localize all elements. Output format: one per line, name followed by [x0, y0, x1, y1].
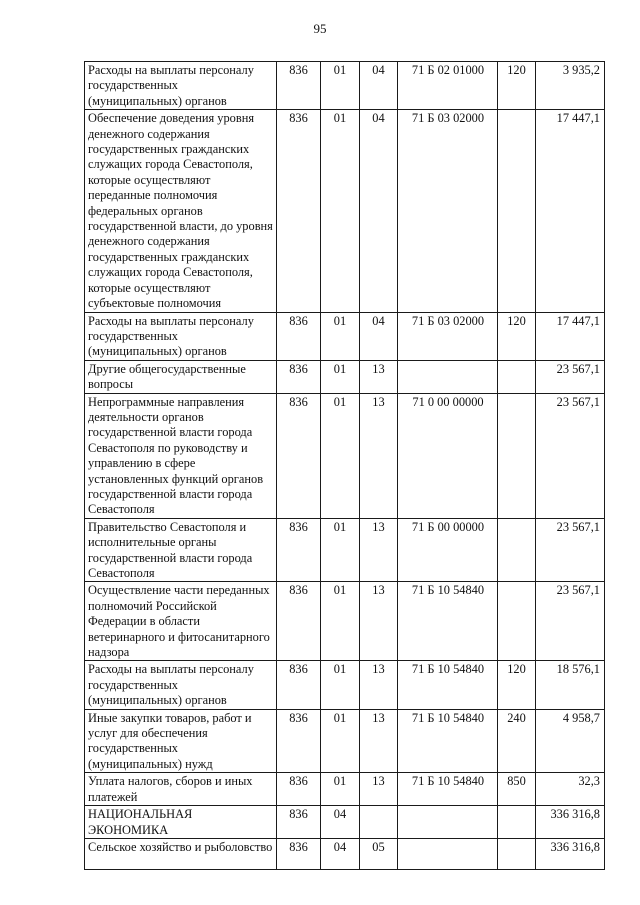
expense-type-cell [498, 110, 536, 312]
target-item-cell [398, 806, 498, 839]
target-item-cell: 71 Б 02 01000 [398, 62, 498, 110]
budget-table-body [85, 62, 605, 870]
item-name-cell: Уплата налогов, сборов и иных платежей [85, 773, 277, 806]
amount-cell: 23 567,1 [536, 518, 605, 582]
target-item-cell: 71 Б 10 54840 [398, 582, 498, 661]
expense-type-cell [498, 582, 536, 661]
amount-cell: 23 567,1 [536, 393, 605, 518]
table-row [85, 806, 605, 839]
budget-table [84, 61, 605, 870]
expense-type-cell [498, 518, 536, 582]
subsection-code-cell: 13 [360, 393, 398, 518]
subsection-code-cell: 04 [360, 62, 398, 110]
amount-cell: 4 958,7 [536, 709, 605, 773]
grbs-code-cell: 836 [277, 360, 321, 393]
page-number: 95 [313, 21, 327, 36]
amount-cell: 23 567,1 [536, 582, 605, 661]
amount-cell: 18 576,1 [536, 661, 605, 709]
section-code-cell: 01 [321, 709, 360, 773]
target-item-cell: 71 0 00 00000 [398, 393, 498, 518]
table-row [85, 709, 605, 773]
grbs-code-cell: 836 [277, 709, 321, 773]
grbs-code-cell: 836 [277, 110, 321, 312]
expense-type-cell: 120 [498, 661, 536, 709]
grbs-code-cell: 836 [277, 393, 321, 518]
target-item-cell: 71 Б 10 54840 [398, 661, 498, 709]
section-code-cell: 01 [321, 661, 360, 709]
subsection-code-cell: 13 [360, 582, 398, 661]
subsection-code-cell: 13 [360, 518, 398, 582]
item-name-cell: Сельское хозяйство и рыболовство [85, 838, 277, 869]
grbs-code-cell: 836 [277, 62, 321, 110]
grbs-code-cell: 836 [277, 661, 321, 709]
target-item-cell: 71 Б 10 54840 [398, 709, 498, 773]
amount-cell: 17 447,1 [536, 312, 605, 360]
table-row [85, 518, 605, 582]
table-row [85, 62, 605, 110]
section-code-cell: 01 [321, 582, 360, 661]
amount-cell: 336 316,8 [536, 838, 605, 869]
section-code-cell: 04 [321, 806, 360, 839]
table-row [85, 393, 605, 518]
expense-type-cell: 120 [498, 312, 536, 360]
section-code-cell: 01 [321, 360, 360, 393]
target-item-cell: 71 Б 03 02000 [398, 110, 498, 312]
amount-cell: 3 935,2 [536, 62, 605, 110]
item-name-cell: Иные закупки товаров, работ и услуг для обеспечения государственных (муниципальных) нужд [85, 709, 277, 773]
item-name-cell: НАЦИОНАЛЬНАЯ ЭКОНОМИКА [85, 806, 277, 839]
table-row [85, 312, 605, 360]
subsection-code-cell: 13 [360, 661, 398, 709]
amount-cell: 23 567,1 [536, 360, 605, 393]
subsection-code-cell: 13 [360, 709, 398, 773]
section-code-cell: 01 [321, 393, 360, 518]
expense-type-cell [498, 360, 536, 393]
expense-type-cell [498, 806, 536, 839]
expense-type-cell [498, 838, 536, 869]
table-row [85, 661, 605, 709]
item-name-cell: Другие общегосударственные вопросы [85, 360, 277, 393]
expense-type-cell [498, 393, 536, 518]
subsection-code-cell: 05 [360, 838, 398, 869]
section-code-cell: 01 [321, 773, 360, 806]
section-code-cell: 01 [321, 518, 360, 582]
subsection-code-cell: 13 [360, 360, 398, 393]
subsection-code-cell: 13 [360, 773, 398, 806]
section-code-cell: 01 [321, 62, 360, 110]
amount-cell: 32,3 [536, 773, 605, 806]
target-item-cell: 71 Б 03 02000 [398, 312, 498, 360]
grbs-code-cell: 836 [277, 838, 321, 869]
item-name-cell: Правительство Севастополя и исполнительные органы государственной власти города Севастополя [85, 518, 277, 582]
item-name-cell: Расходы на выплаты персоналу государственных (муниципальных) органов [85, 312, 277, 360]
grbs-code-cell: 836 [277, 773, 321, 806]
table-row [85, 582, 605, 661]
item-name-cell: Непрограммные направления деятельности органов государственной власти города Севастополя по руководству и управлению в сфере установленных функций органов государственной власти города Севастополя [85, 393, 277, 518]
item-name-cell: Расходы на выплаты персоналу государственных (муниципальных) органов [85, 62, 277, 110]
grbs-code-cell: 836 [277, 806, 321, 839]
table-row [85, 110, 605, 312]
section-code-cell: 01 [321, 110, 360, 312]
subsection-code-cell [360, 806, 398, 839]
item-name-cell: Обеспечение доведения уровня денежного содержания государственных гражданских служащих города Севастополя, которые осуществляют переданные полномочия федеральных органов государственной власти, до уровня денежного содержания государственных гражданских служащих города Севастополя, которые осуществляют субъектовые полномочия [85, 110, 277, 312]
grbs-code-cell: 836 [277, 582, 321, 661]
table-row [85, 360, 605, 393]
section-code-cell: 04 [321, 838, 360, 869]
grbs-code-cell: 836 [277, 312, 321, 360]
table-row [85, 773, 605, 806]
section-code-cell: 01 [321, 312, 360, 360]
amount-cell: 17 447,1 [536, 110, 605, 312]
item-name-cell: Осуществление части переданных полномочий Российской Федерации в области ветеринарного и фитосанитарного надзора [85, 582, 277, 661]
subsection-code-cell: 04 [360, 312, 398, 360]
expense-type-cell: 120 [498, 62, 536, 110]
target-item-cell [398, 838, 498, 869]
item-name-cell: Расходы на выплаты персоналу государственных (муниципальных) органов [85, 661, 277, 709]
subsection-code-cell: 04 [360, 110, 398, 312]
target-item-cell [398, 360, 498, 393]
target-item-cell: 71 Б 00 00000 [398, 518, 498, 582]
target-item-cell: 71 Б 10 54840 [398, 773, 498, 806]
table-row [85, 838, 605, 869]
amount-cell: 336 316,8 [536, 806, 605, 839]
expense-type-cell: 850 [498, 773, 536, 806]
grbs-code-cell: 836 [277, 518, 321, 582]
expense-type-cell: 240 [498, 709, 536, 773]
